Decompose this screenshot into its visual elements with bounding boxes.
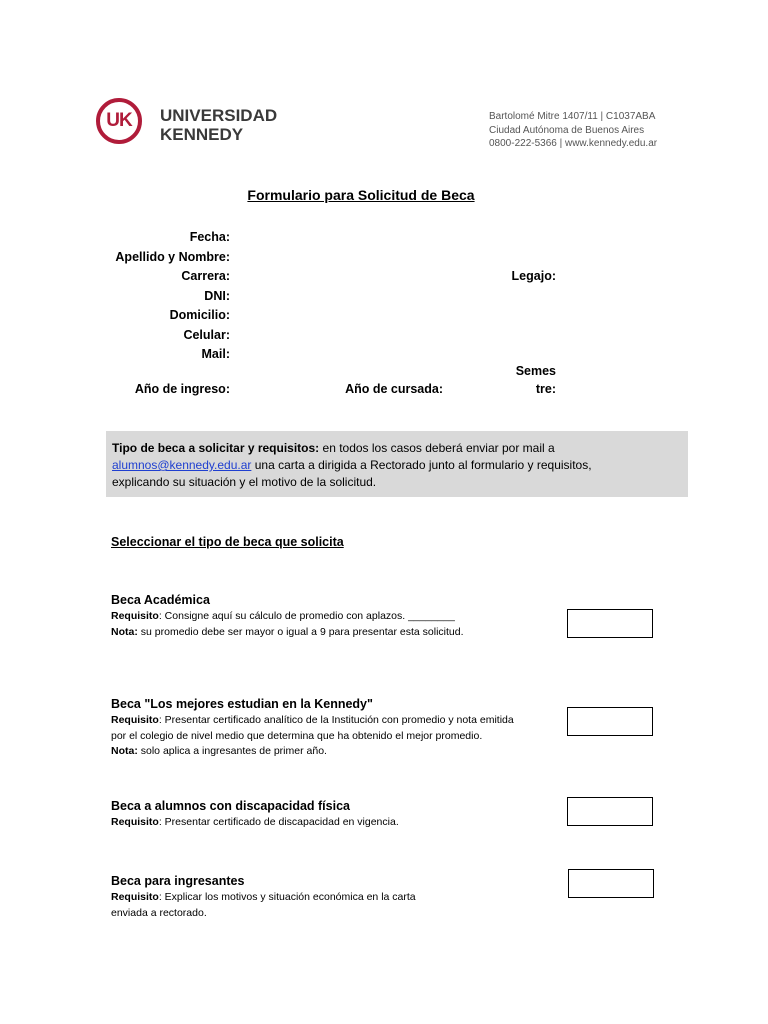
university-logo-text xyxy=(160,106,277,144)
logo-mark: UK xyxy=(106,110,132,131)
address-line-2: Ciudad Autónoma de Buenos Aires xyxy=(489,124,645,136)
beca-academica xyxy=(111,592,551,640)
field-label-semestre xyxy=(496,363,556,397)
field-label-dni: DNI: xyxy=(204,288,230,303)
address-line-3: 0800-222-5366 | www.kennedy.edu.ar xyxy=(489,138,658,149)
info-heading: Tipo de beca a solicitar y requisitos: xyxy=(112,441,320,455)
beca-academica-title: Beca Académica xyxy=(111,593,210,607)
beca-mejores-requisito xyxy=(111,713,561,729)
field-label-carrera: Carrera: xyxy=(181,269,230,283)
requisito-label: Requisito xyxy=(111,714,159,726)
beca-ingresantes xyxy=(111,873,551,921)
info-text-2: una carta a dirigida a Rectorado junto al formulario y requisitos, xyxy=(251,458,592,472)
field-label-celular: Celular: xyxy=(183,327,230,342)
beca-mejores-nota xyxy=(111,744,561,760)
beca-academica-checkbox[interactable] xyxy=(567,609,653,638)
logo-line-1: UNIVERSIDAD xyxy=(160,106,278,125)
semestre-line-2: tre: xyxy=(535,382,556,396)
address-block xyxy=(489,110,657,151)
beca-discapacidad-requisito xyxy=(111,815,551,831)
field-labels xyxy=(100,229,230,366)
beca-mejores-checkbox[interactable] xyxy=(567,707,653,736)
requisito-label: Requisito xyxy=(111,610,159,622)
beca-ingresantes-requisito-cont: enviada a rectorado. xyxy=(111,906,207,919)
info-text-3: explicando su situación y el motivo de la solicitud. xyxy=(112,475,377,489)
beca-ingresantes-requisito xyxy=(111,890,551,906)
beca-mejores xyxy=(111,696,561,760)
beca-ingresantes-checkbox[interactable] xyxy=(568,869,654,898)
nota-label: Nota: xyxy=(111,745,138,757)
field-label-apellido-nombre: Apellido y Nombre: xyxy=(115,249,230,264)
requisito-text: : Explicar los motivos y situación económica en la carta xyxy=(158,891,416,903)
field-label-domicilio: Domicilio: xyxy=(169,308,230,322)
beca-ingresantes-title: Beca para ingresantes xyxy=(111,874,245,888)
address-line-1: Bartolomé Mitre 1407/11 | C1037ABA xyxy=(489,111,656,122)
nota-text: solo aplica a ingresantes de primer año. xyxy=(137,745,327,757)
form-title: Formulario para Solicitud de Beca xyxy=(247,187,475,203)
info-text-1: en todos los casos deberá enviar por mail a xyxy=(319,441,555,455)
requisito-text: : Presentar certificado de discapacidad en vigencia. xyxy=(158,816,399,828)
semestre-line-1: Semes xyxy=(515,364,556,378)
requisito-text: : Presentar certificado analítico de la Institución con promedio y nota emitida xyxy=(158,714,514,726)
field-label-fecha: Fecha: xyxy=(189,230,230,244)
requisito-label: Requisito xyxy=(111,816,159,828)
email-link[interactable]: alumnos@kennedy.edu.ar xyxy=(112,458,252,472)
beca-mejores-title: Beca "Los mejores estudian en la Kennedy" xyxy=(111,697,373,711)
nota-label: Nota: xyxy=(111,625,138,638)
requisito-text: : Consigne aquí su cálculo de promedio con aplazos. ________ xyxy=(158,610,455,622)
field-label-anio-ingreso: Año de ingreso: xyxy=(134,382,230,396)
field-label-anio-cursada: Año de cursada: xyxy=(345,382,443,396)
info-box xyxy=(106,431,688,497)
section-title: Seleccionar el tipo de beca que solicita xyxy=(111,535,344,549)
field-label-mail: Mail: xyxy=(201,347,230,361)
beca-discapacidad xyxy=(111,798,551,831)
field-label-legajo: Legajo: xyxy=(511,269,556,283)
beca-discapacidad-title: Beca a alumnos con discapacidad física xyxy=(111,799,350,813)
logo-circle xyxy=(96,98,142,144)
nota-text: su promedio debe ser mayor o igual a 9 para presentar esta solicitud. xyxy=(137,625,464,638)
beca-discapacidad-checkbox[interactable] xyxy=(567,797,653,826)
beca-mejores-requisito-cont: por el colegio de nivel medio que determina que ha obtenido el mejor promedio. xyxy=(111,729,483,742)
requisito-label: Requisito xyxy=(111,891,159,903)
beca-academica-requisito xyxy=(111,609,551,625)
beca-academica-nota xyxy=(111,625,551,641)
logo-line-2: KENNEDY xyxy=(160,125,244,144)
